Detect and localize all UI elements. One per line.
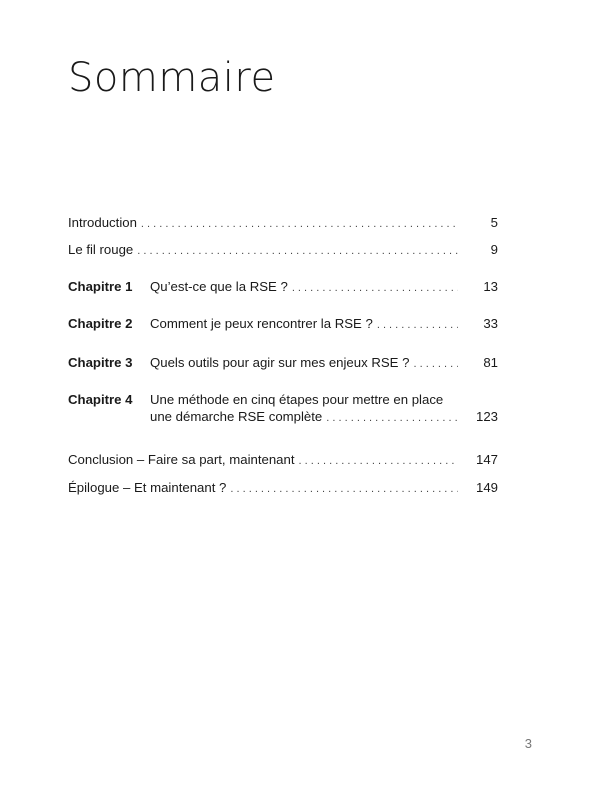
dot-leader [413,356,458,373]
toc-page-number: 33 [483,316,498,331]
toc-entry-introduction[interactable] [68,214,498,233]
chapter-title: Qu’est-ce que la RSE ? [150,279,288,294]
toc-page-number: 81 [483,355,498,370]
toc-page-number: 9 [490,242,498,257]
toc-entry-fil-rouge[interactable] [68,241,498,260]
dot-leader [326,410,458,427]
chapter-label: Chapitre 4 [68,392,133,407]
dot-leader [230,481,458,498]
chapter-title-line-2: une démarche RSE complète [150,409,323,424]
toc-entry-chapter-3[interactable] [68,354,498,373]
chapter-title-line-1: Une méthode en cinq étapes pour mettre en place [150,392,444,407]
toc-entry-chapter-4[interactable] [68,391,498,427]
toc-entry-label: Introduction [68,215,137,230]
table-of-contents [68,214,498,498]
toc-page-number: 123 [475,409,498,424]
toc-entry-label: Le fil rouge [68,242,134,257]
dot-leader [137,243,458,260]
page-title: Sommaire [68,55,276,101]
dot-leader [299,453,458,470]
toc-entry-chapter-1[interactable] [68,278,498,297]
chapter-label: Chapitre 3 [68,355,133,370]
toc-entry-conclusion[interactable] [68,451,498,470]
toc-entry-epilogue[interactable] [68,479,498,498]
chapter-label: Chapitre 2 [68,316,133,331]
toc-page-number: 149 [475,480,498,495]
chapter-title: Quels outils pour agir sur mes enjeux RSE ? [150,355,410,370]
dot-leader [292,280,458,297]
toc-page-number: 147 [475,452,498,467]
toc-entry-label: Conclusion – Faire sa part, maintenant [68,452,295,467]
page-number: 3 [524,736,532,751]
dot-leader [141,216,458,233]
chapter-title: Comment je peux rencontrer la RSE ? [150,316,373,331]
toc-entry-chapter-2[interactable] [68,315,498,334]
dot-leader [377,317,458,334]
toc-entry-label: Épilogue – Et maintenant ? [68,480,227,495]
toc-page-number: 13 [483,279,498,294]
chapter-label: Chapitre 1 [68,279,133,294]
toc-page-number: 5 [490,215,498,230]
